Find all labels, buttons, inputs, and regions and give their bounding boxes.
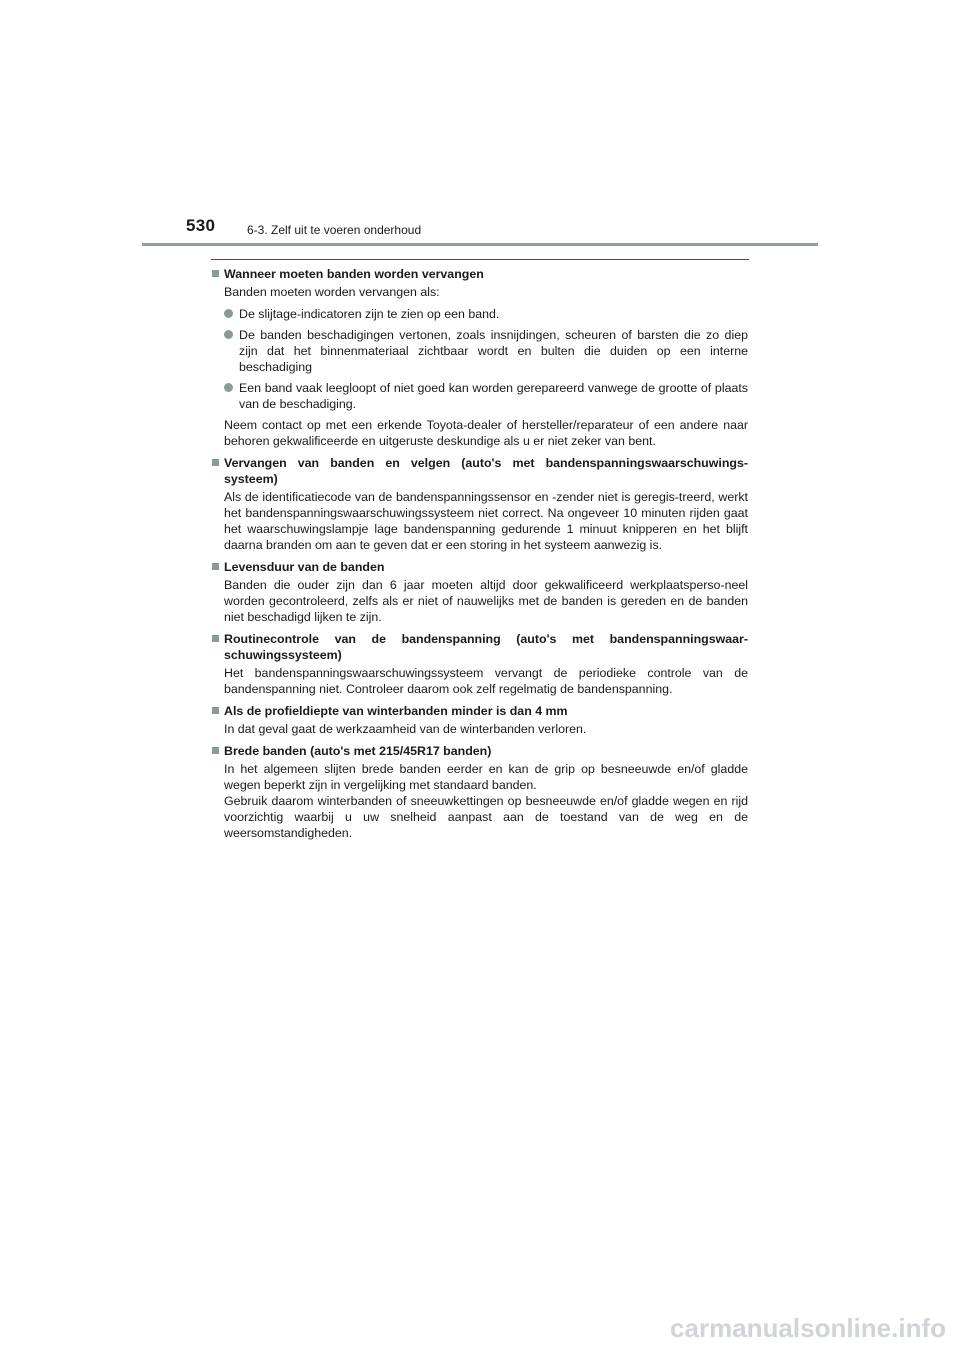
section-intro: Banden moeten worden vervangen als: (224, 285, 440, 299)
section-heading-text: Routinecontrole van de bandenspanning (auto's met bandenspanningswaar-schuwingssysteem) (224, 632, 748, 662)
list-item-text: De banden beschadigingen vertonen, zoals insnijdingen, scheuren of barsten die zo diep zijn dat het binnenmateriaal zichtbaar wordt en bulten die duiden op een interne beschadiging (239, 328, 748, 374)
section-heading (211, 266, 748, 282)
list-item (224, 327, 748, 375)
square-bullet-icon (212, 563, 219, 570)
page-content (211, 266, 748, 847)
page-header (0, 0, 960, 250)
section-heading-text: Wanneer moeten banden worden vervangen (224, 267, 484, 281)
list-item (224, 306, 748, 322)
list-item (224, 380, 748, 412)
section-wide-tires (211, 743, 748, 841)
section-heading (211, 743, 748, 759)
section-tire-replacement (211, 266, 748, 449)
circle-bullet-icon (224, 309, 233, 318)
section-heading (211, 455, 748, 487)
square-bullet-icon (212, 707, 219, 714)
square-bullet-icon (212, 459, 219, 466)
section-heading (211, 631, 748, 663)
section-heading (211, 703, 748, 719)
section-heading-text: Als de profieldiepte van winterbanden minder is dan 4 mm (224, 704, 568, 718)
section-pressure-check (211, 631, 748, 697)
section-body: Als de identificatiecode van de bandenspanningssensor en -zender niet is geregis-treerd, werkt het bandenspanningswaarschuwingssysteem niet correct. Na ongeveer 10 minuten rijden gaat het waarschuwingslampje lage bandenspanning gedurende 1 minuut knipperen en het blijft daarna branden om aan te geven dat er een storing in het systeem aanwezig is. (224, 490, 748, 552)
section-heading (211, 559, 748, 575)
section-tire-wheel-replacement (211, 455, 748, 553)
page-number: 530 (186, 216, 216, 235)
section-body: Banden die ouder zijn dan 6 jaar moeten altijd door gekwalificeerd werkplaatsperso-neel worden gecontroleerd, zelfs als er niet of nauwelijks met de banden is gereden en de banden niet beschadigd lijken te zijn. (224, 578, 748, 624)
circle-bullet-icon (224, 383, 233, 392)
section-body: Het bandenspanningswaarschuwingssysteem vervangt de periodieke controle van de bandenspanning niet. Controleer daarom ook zelf regelmatig de bandenspanning. (224, 666, 748, 696)
content-top-divider (211, 259, 749, 260)
section-heading-text: Brede banden (auto's met 215/45R17 banden) (224, 744, 492, 758)
section-body: In dat geval gaat de werkzaamheid van de winterbanden verloren. (224, 722, 587, 736)
section-body: In het algemeen slijten brede banden eerder en kan de grip op besneeuwde en/of gladde wegen beperkt zijn in vergelijking met standaard banden. (224, 762, 748, 792)
header-divider (142, 243, 818, 246)
square-bullet-icon (212, 635, 219, 642)
section-body-continued: Gebruik daarom winterbanden of sneeuwkettingen op besneeuwde en/of gladde wegen en rijd voorzichtig waarbij u uw snelheid aanpast aan de toestand van de weg en de weersomstandigheden. (224, 794, 748, 840)
section-tire-lifespan (211, 559, 748, 625)
list-item-text: De slijtage-indicatoren zijn te zien op een band. (239, 307, 500, 321)
square-bullet-icon (212, 747, 219, 754)
square-bullet-icon (212, 270, 219, 277)
section-heading-text: Vervangen van banden en velgen (auto's met bandenspanningswaarschuwings-systeem) (224, 456, 748, 486)
section-winter-tread-depth (211, 703, 748, 737)
chapter-title: 6-3. Zelf uit te voeren onderhoud (247, 223, 422, 237)
list-item-text: Een band vaak leegloopt of niet goed kan worden gerepareerd vanwege de grootte of plaats van de beschadiging. (239, 381, 748, 411)
circle-bullet-icon (224, 330, 233, 339)
section-heading-text: Levensduur van de banden (224, 560, 385, 574)
watermark-logo: carmanualsonline.info (670, 1313, 946, 1343)
section-outro: Neem contact op met een erkende Toyota-dealer of hersteller/reparateur of een andere naar behoren gekwalificeerde en uitgeruste deskundige als u er niet zeker van bent. (224, 418, 748, 448)
